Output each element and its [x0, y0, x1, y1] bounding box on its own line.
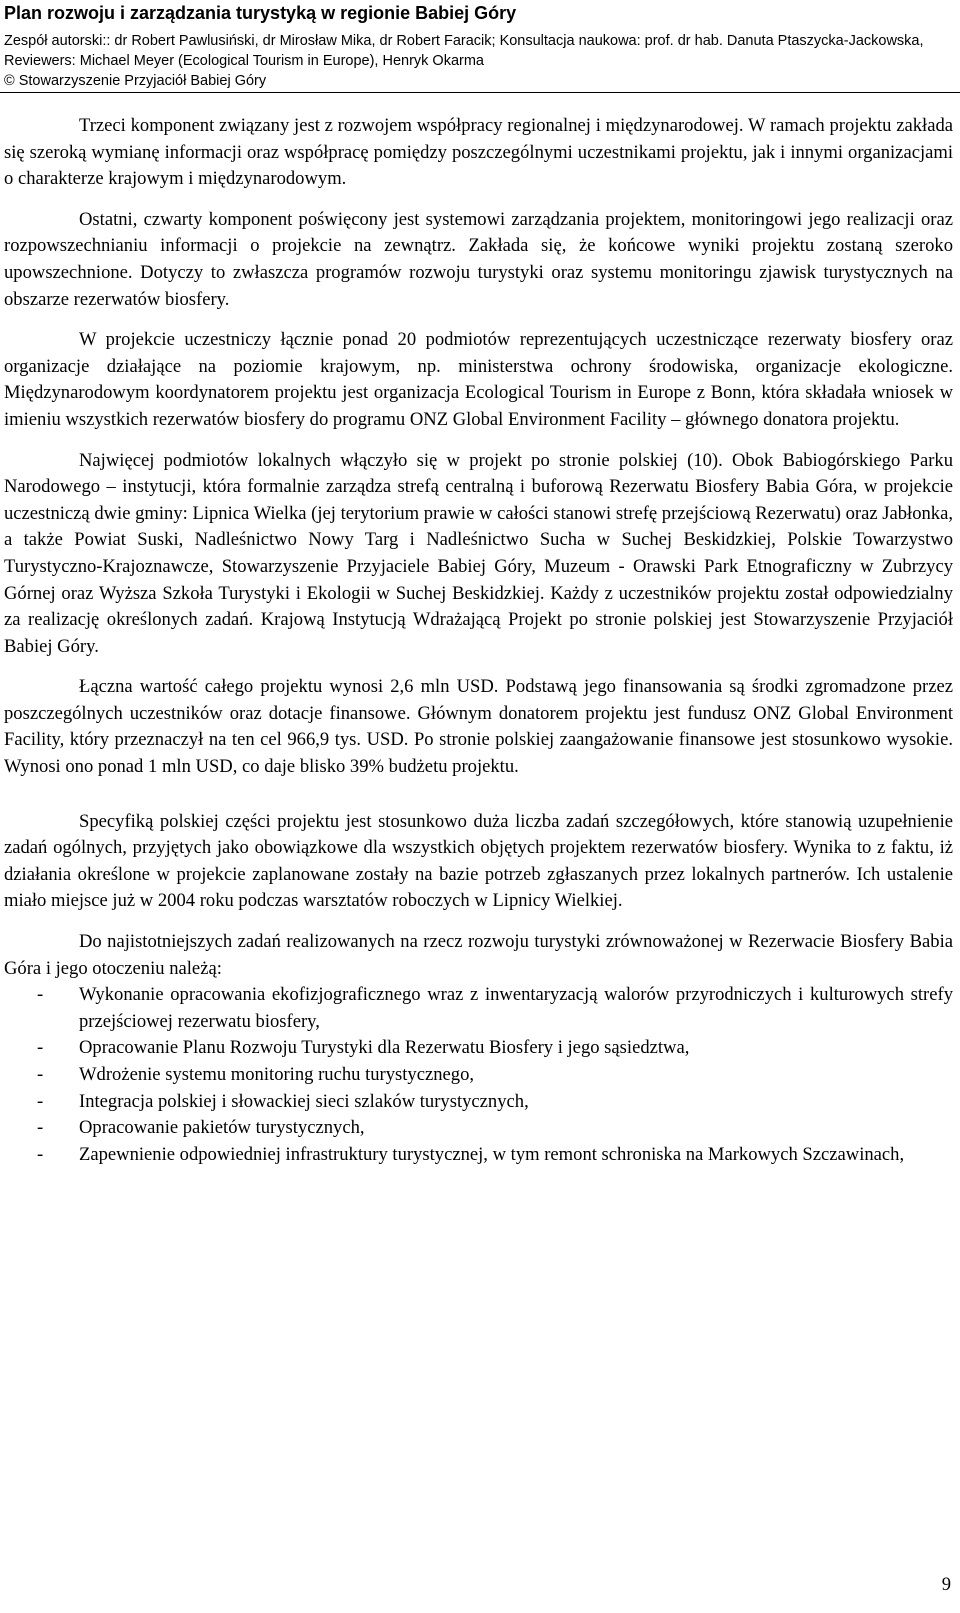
header-copyright: © Stowarzyszenie Przyjaciół Babiej Góry: [4, 73, 267, 89]
header-meta: [4, 31, 954, 91]
list-item-text: Wykonanie opracowania ekofizjograficznego wraz z inwentaryzacją walorów przyrodniczych i kulturowych strefy przejściowej rezerwatu biosfery,: [79, 984, 953, 1032]
paragraph-cooperation: Trzeci komponent związany jest z rozwojem współpracy regionalnej i międzynarodowej. W ramach projektu zakłada się szeroką wymianę informacji oraz współpracę pomiędzy poszczególnymi uczestnikami projektu, jak i innymi organizacjami o charakterze krajowym i międzynarodowym.: [4, 115, 953, 190]
paragraph-local-entities: Najwięcej podmiotów lokalnych włączyło się w projekt po stronie polskiej (10). Obok Babiogórskiego Parku Narodowego – instytucji, która formalnie zarządza strefą centralną i buforową Rezerwatu Biosfery Babia Góra, w projekcie uczestniczą dwie gminy: Lipnica Wielka (jej terytorium prawie w całości stanowi strefę przejściową Rezerwatu) oraz Jabłonka, a także Powiat Suski, Nadleśnictwo Nowy Targ i Nadleśnictwo Sucha w Suchej Beskidzkiej, Polskie Towarzystwo Turystyczno-Krajoznawcze, Stowarzyszenie Przyjaciele Babiej Góry, Muzeum - Orawski Park Etnograficzny w Zubrzycy Górnej oraz Wyższa Szkoła Turystyki i Ekologii w Suchej Beskidzkiej. Każdy z uczestników projektu został odpowiedzialny za realizację określonych zadań. Krajową Instytucją Wdrażającą Projekt po stronie polskiej jest Stowarzyszenie Przyjaciół Babiej Góry.: [4, 449, 953, 657]
list-item: [4, 1115, 953, 1142]
header-title: Plan rozwoju i zarządzania turystyką w regionie Babiej Góry: [4, 3, 517, 23]
list-item: [4, 1035, 953, 1062]
list-dash: -: [37, 1064, 44, 1085]
paragraph-specifics: Specyfiką polskiej części projektu jest stosunkowo duża liczba zadań szczegółowych, które stanowią uzupełnienie zadań ogólnych, przyjętych jako obowiązkowe dla wszystkich objętych projektem rezerwatów biosfery. Wynika to z faktu, iż działania określone w projekcie zaplanowane zostały na bazie potrzeb zgłaszanych przez lokalnych partnerów. Ich ustalenie miało miejsce już w 2004 roku podczas warsztatów roboczych w Lipnicy Wielkiej.: [4, 810, 953, 912]
list-item: [4, 982, 953, 1035]
list-dash: -: [37, 1090, 44, 1112]
list-item: [4, 1062, 953, 1089]
list-item: [4, 1089, 953, 1116]
list-dash: -: [37, 984, 44, 1006]
paragraph-participants: W projekcie uczestniczy łącznie ponad 20 podmiotów reprezentujących uczestniczące rezerwaty biosfery oraz organizacje działające na poziomie krajowym, np. ministerstwa ochrony środowiska, organizacje ekologiczne. Międzynarodowym koordynatorem projektu jest organizacja Ecological Tourism in Europe z Bonn, która składała wniosek w imieniu wszystkich rezerwatów biosfery do programu ONZ Global Environment Facility – głównego donatora projektu.: [4, 329, 953, 430]
list-item-text: Opracowanie Planu Rozwoju Turystyki dla Rezerwatu Biosfery i jego sąsiedztwa,: [79, 1037, 690, 1059]
list-item-text: Zapewnienie odpowiedniej infrastruktury turystycznej, w tym remont schroniska na Markowych Szczawinach,: [79, 1143, 905, 1165]
header-authors: Zespół autorski:: dr Robert Pawlusiński, dr Mirosław Mika, dr Robert Faracik; Konsultacja naukowa: prof. dr hab. Danuta Ptaszycka-Jackowska, Reviewers: Michael Meyer (Ecological Tourism in Europe), Henryk Okarma: [4, 33, 924, 69]
list-item-text: Opracowanie pakietów turystycznych,: [79, 1117, 365, 1139]
page-number: 9: [941, 1574, 951, 1595]
list-item: [4, 1142, 953, 1169]
page-header: [0, 0, 960, 93]
paragraph-tasks-intro: Do najistotniejszych zadań realizowanych na rzecz rozwoju turystyki zrównoważonej w Rezerwacie Biosfery Babia Góra i jego otoczeniu należą:: [4, 931, 953, 979]
paragraph-financing: Łączna wartość całego projektu wynosi 2,6 mln USD. Podstawą jego finansowania są środki zgromadzone przez poszczególnych uczestników oraz dotacje finansowe. Głównym donatorem projektu jest fundusz ONZ Global Environment Facility, który przeznaczył na ten cel 966,9 tys. USD. Po stronie polskiej zaangażowanie finansowe jest stosunkowo wysokie. Wynosi ono ponad 1 mln USD, co daje blisko 39% budżetu projektu.: [4, 676, 953, 778]
list-dash: -: [37, 1143, 44, 1165]
list-item-text: Integracja polskiej i słowackiej sieci szlaków turystycznych,: [79, 1090, 529, 1112]
list-dash: -: [37, 1117, 44, 1139]
tasks-list: [4, 982, 953, 1168]
paragraph-management: Ostatni, czwarty komponent poświęcony jest systemowi zarządzania projektem, monitoringowi jego realizacji oraz rozpowszechnianiu informacji o projekcie na zewnątrz. Zakłada się, że końcowe wyniki projektu zostaną szeroko upowszechnione. Dotyczy to zwłaszcza programów rozwoju turystyki oraz systemu monitoringu zjawisk turystycznych na obszarze rezerwatów biosfery.: [4, 208, 953, 310]
document-body: [4, 113, 953, 1168]
list-dash: -: [37, 1037, 44, 1059]
list-item-text: Wdrożenie systemu monitoring ruchu turystycznego,: [79, 1064, 475, 1085]
